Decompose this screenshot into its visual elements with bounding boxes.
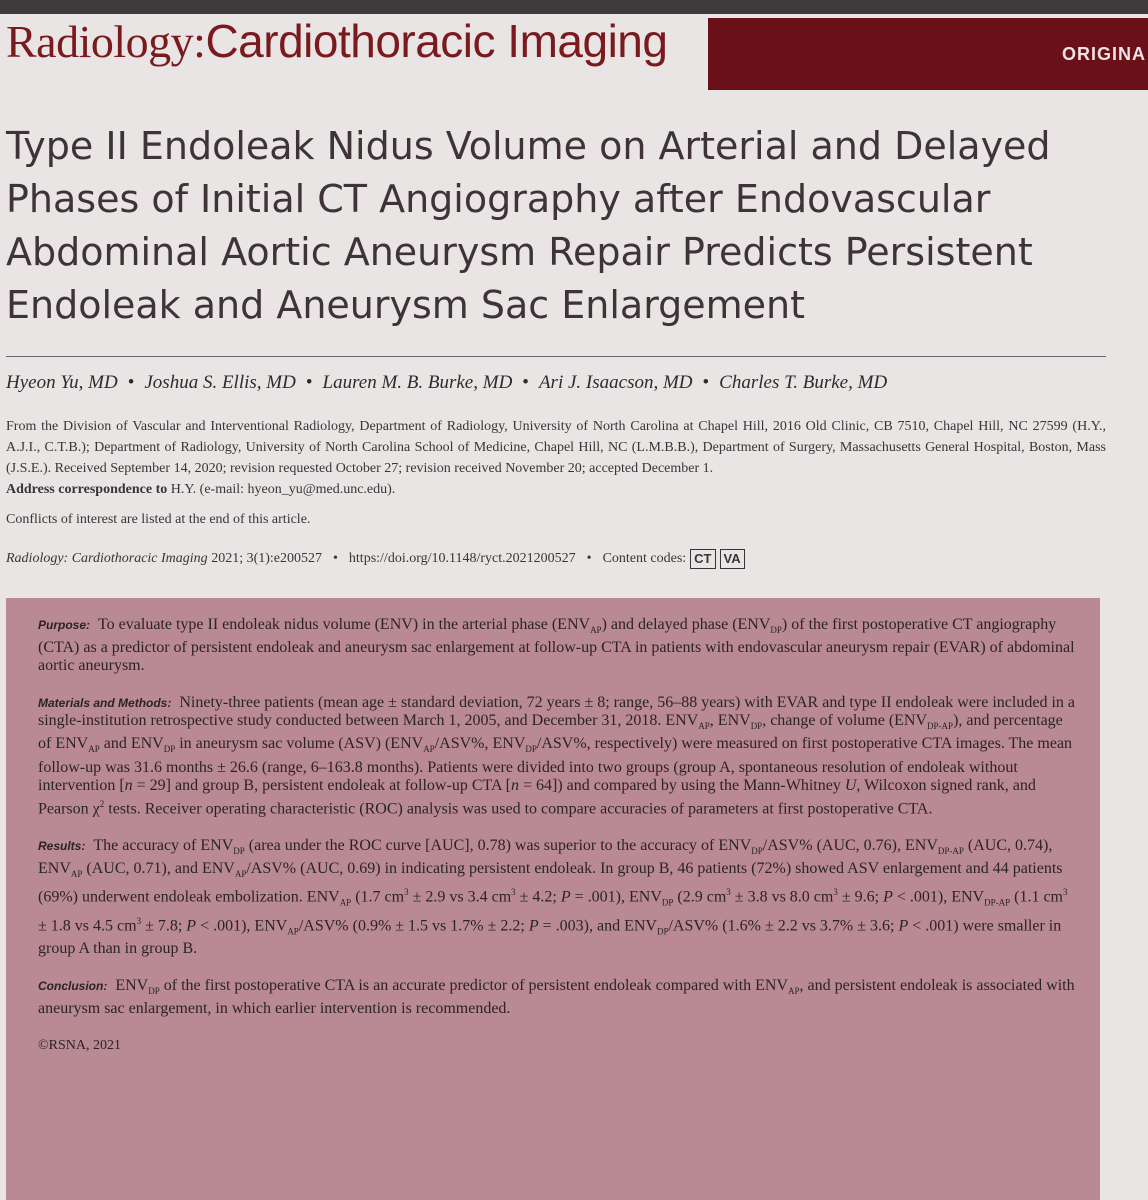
article-title: Type II Endoleak Nidus Volume on Arterial and Delayed Phases of Initial CT Angiography after Endovascular Abdominal Aortic Aneurysm Repair Predicts Persistent Endoleak and Aneurysm Sac Enlargement (6, 124, 1051, 327)
citation-line (6, 549, 745, 569)
author-name: Joshua S. Ellis, MD (144, 372, 296, 393)
separator-bullet: • (127, 372, 135, 393)
separator-bullet: • (586, 551, 592, 566)
monitor-bezel (0, 0, 1148, 14)
methods-label: Materials and Methods: (38, 696, 172, 711)
copyright-notice: ©RSNA, 2021 (38, 1038, 121, 1054)
author-name: Ari J. Isaacson, MD (538, 372, 693, 393)
citation-journal: Radiology: Cardiothoracic Imaging (6, 551, 208, 566)
separator-bullet: • (305, 372, 313, 393)
journal-name-rest: Cardiothoracic Imaging (205, 15, 668, 67)
address-text: H.Y. (e-mail: hyeon_yu@med.unc.edu). (170, 482, 396, 497)
abstract-results: Results: The accuracy of $ENV_{DP}$ (area under the ROC curve [AUC], 0.78) was superior to the accuracy of $ENV_{DP}/ASV\%$ (AUC, 0.76), $ENV_{DP-AP}$ (AUC, 0.74), $ENV_{AP}$ (AUC, 0.71), and $ENV_{AP}/ASV\%$ (AUC, 0.69) in indicating persistent endoleak. In group B, 46 patients (72%) showed ASV enlargement and 44 patients (69%) underwent endoleak embolization. $ENV_{AP}$ (1.7 $cm^3 \pm 2.9$ vs 3.4 $cm^3 \pm 4.2$; P = .001), $ENV_{DP}$ (2.9 $cm^3 \pm 3.8$ vs 8.0 $cm^3 \pm 9.6$; P < .001), $ENV_{DP-AP}$ (1.1 $cm^3 \pm 1.8$ vs 4.5 $cm^3 \pm 7.8$; P < .001), $ENV_{AP}/ASV\%$ (0.9% ± 1.5 vs 1.7% ± 2.2; P = .003), and $ENV_{DP}/ASV\%$ (1.6% ± 2.2 vs 3.7% ± 3.6; P < .001) were smaller in group A than in group B. (38, 836, 1068, 958)
citation-ref: 2021; 3(1):e200527 (211, 551, 323, 566)
address-label: Address correspondence to (6, 482, 168, 497)
abstract-box (6, 598, 1100, 1200)
abstract-conclusion: Conclusion: $ENV_{DP}$ of the first postoperative CTA is an accurate predictor of persistent endoleak compared with $ENV_{AP}$, and persistent endoleak is associated with aneurysm sac enlargement, in which earlier intervention is recommended. (38, 977, 1075, 1018)
journal-name (6, 14, 667, 68)
author-name: Charles T. Burke, MD (719, 372, 888, 393)
separator-bullet: • (702, 372, 710, 393)
abstract-purpose: Purpose: To evaluate type II endoleak nidus volume (ENV) in the arterial phase $(ENV_{AP})$ and delayed phase $(ENV_{DP})$ of the first postoperative CT angiography (CTA) as a predictor of persistent endoleak and aneurysm sac enlargement at follow-up CTA in patients with endovascular aneurysm repair (EVAR) of abdominal aortic aneurysm. (38, 616, 1075, 675)
affiliation-text: From the Division of Vascular and Interventional Radiology, Department of Radiology, University of North Carolina at Chapel Hill, 2016 Old Clinic, CB 7510, Chapel Hill, NC 27599 (H.Y., A.J.I., C.T.B.); Department of Radiology, University of North Carolina School of Medicine, Chapel Hill, NC (L.M.B.B.), Department of Surgery, Massachusetts General Hospital, Boston, Mass (J.S.E.). Received September 14, 2020; revision requested October 27; revision received November 20; accepted December 1. (6, 419, 1106, 476)
content-code-ct[interactable]: CT (690, 549, 715, 569)
content-codes-label: Content codes: (602, 551, 687, 566)
separator-bullet: • (522, 372, 529, 393)
doi-link[interactable]: https://doi.org/10.1148/ryct.2021200527 (348, 551, 576, 566)
article-type-banner (708, 18, 1148, 90)
conclusion-label: Conclusion: (38, 979, 108, 994)
separator-bullet: • (333, 551, 338, 566)
results-label: Results: (38, 838, 86, 853)
author-name: Lauren M. B. Burke, MD (322, 372, 513, 393)
author-list (6, 372, 1106, 394)
conflicts-note: Conflicts of interest are listed at the end of this article. (6, 512, 311, 527)
author-name: Hyeon Yu, MD (6, 372, 118, 393)
content-code-va[interactable]: VA (720, 549, 745, 569)
purpose-label: Purpose: (38, 618, 91, 632)
abstract-methods: Materials and Methods: Ninety-three patients (mean age ± standard deviation, 72 years ± 8; range, 56–88 years) with EVAR and type II endoleak were included in a single-institution retrospective study conducted between March 1, 2005, and December 31, 2018. $ENV_{AP}$, $ENV_{DP}$, change of volume $(ENV_{DP-AP})$, and percentage of $ENV_{AP}$ and $ENV_{DP}$ in aneurysm sac volume (ASV) ($ENV_{AP}/ASV\%$, $ENV_{DP}/ASV\%$, respectively) were measured on first postoperative CTA images. The mean follow-up was 31.6 months ± 26.6 (range, 6–163.8 months). Patients were divided into two groups (group A, spontaneous resolution of endoleak without intervention [n = 29] and group B, persistent endoleak at follow-up CTA [n = 64]) and compared by using the Mann-Whitney U, Wilcoxon signed rank, and Pearson $\chi^2$ tests. Receiver operating characteristic (ROC) analysis was used to compare accuracies of parameters at first postoperative CTA. (38, 694, 1075, 817)
title-divider (6, 356, 1106, 357)
journal-name-strong: Radiology: (6, 16, 206, 67)
affiliation-block (6, 416, 1106, 500)
article-type-label: ORIGINA (1061, 43, 1146, 64)
